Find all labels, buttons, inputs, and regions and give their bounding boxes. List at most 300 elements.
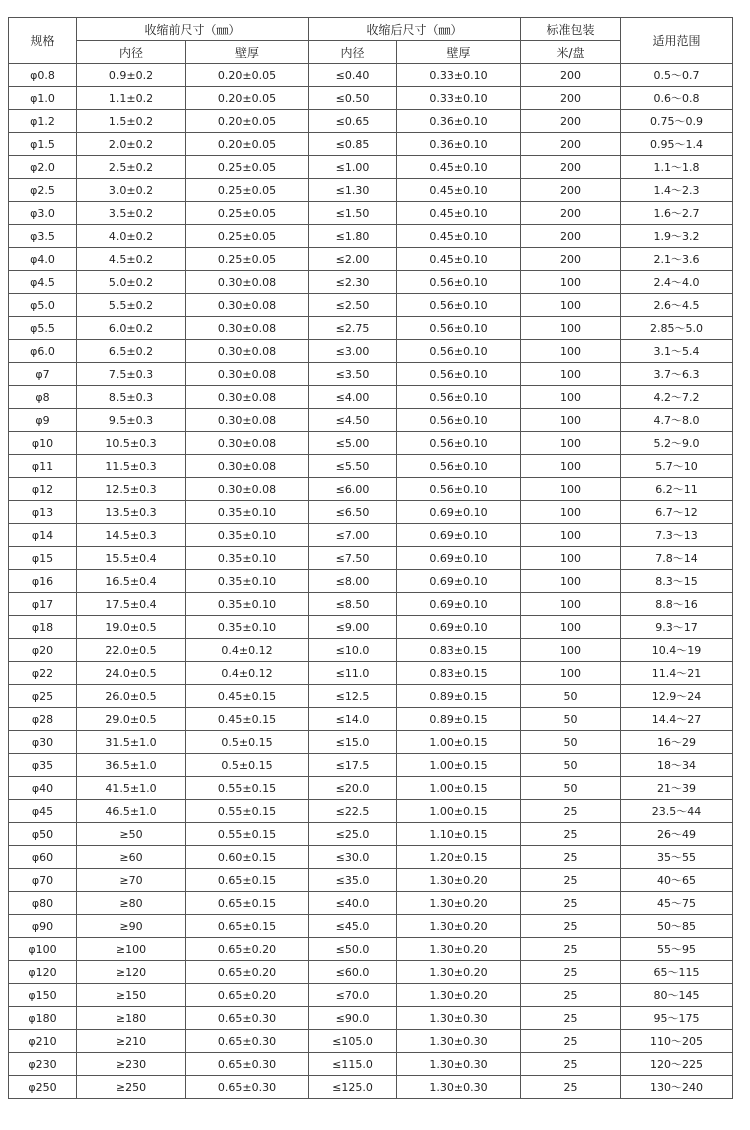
- table-row: [9, 340, 733, 363]
- table-row: [9, 179, 733, 202]
- before-inner-diameter-cell: ≥120: [77, 961, 186, 984]
- after-inner-diameter-cell: ≤17.5: [309, 754, 397, 777]
- before-wall-thickness-cell: 0.65±0.30: [186, 1030, 309, 1053]
- package-cell: 200: [521, 87, 621, 110]
- spec-cell: φ210: [9, 1030, 77, 1053]
- spec-cell: φ15: [9, 547, 77, 570]
- table-row: [9, 363, 733, 386]
- after-wall-thickness-cell: 0.45±0.10: [397, 202, 521, 225]
- spec-cell: φ60: [9, 846, 77, 869]
- spec-cell: φ18: [9, 616, 77, 639]
- range-cell: 2.6～4.5: [621, 294, 733, 317]
- spec-cell: φ30: [9, 731, 77, 754]
- after-inner-diameter-cell: ≤6.00: [309, 478, 397, 501]
- before-inner-diameter-cell: 41.5±1.0: [77, 777, 186, 800]
- after-inner-diameter-cell: ≤45.0: [309, 915, 397, 938]
- spec-cell: φ17: [9, 593, 77, 616]
- range-cell: 45～75: [621, 892, 733, 915]
- package-cell: 100: [521, 639, 621, 662]
- before-wall-thickness-cell: 0.5±0.15: [186, 731, 309, 754]
- before-wall-thickness-cell: 0.30±0.08: [186, 317, 309, 340]
- package-cell: 25: [521, 892, 621, 915]
- spec-cell: φ100: [9, 938, 77, 961]
- before-wall-thickness-cell: 0.65±0.15: [186, 869, 309, 892]
- table-row: [9, 317, 733, 340]
- after-wall-thickness-cell: 1.30±0.20: [397, 869, 521, 892]
- package-cell: 50: [521, 685, 621, 708]
- before-wall-thickness-cell: 0.35±0.10: [186, 593, 309, 616]
- after-wall-thickness-cell: 0.45±0.10: [397, 179, 521, 202]
- table-row: [9, 892, 733, 915]
- before-inner-diameter-cell: 4.5±0.2: [77, 248, 186, 271]
- spec-table-container: [8, 17, 732, 1099]
- package-cell: 50: [521, 708, 621, 731]
- table-row: [9, 455, 733, 478]
- after-inner-diameter-cell: ≤1.30: [309, 179, 397, 202]
- range-cell: 6.2～11: [621, 478, 733, 501]
- before-wall-thickness-cell: 0.30±0.08: [186, 478, 309, 501]
- before-wall-thickness-cell: 0.65±0.30: [186, 1076, 309, 1099]
- after-inner-diameter-cell: ≤2.30: [309, 271, 397, 294]
- after-inner-diameter-cell: ≤6.50: [309, 501, 397, 524]
- range-cell: 14.4～27: [621, 708, 733, 731]
- spec-cell: φ7: [9, 363, 77, 386]
- table-row: [9, 938, 733, 961]
- range-cell: 7.8～14: [621, 547, 733, 570]
- after-wall-thickness-cell: 1.00±0.15: [397, 800, 521, 823]
- after-inner-diameter-cell: ≤20.0: [309, 777, 397, 800]
- package-cell: 50: [521, 754, 621, 777]
- package-cell: 100: [521, 409, 621, 432]
- before-inner-diameter-cell: 11.5±0.3: [77, 455, 186, 478]
- spec-cell: φ5.5: [9, 317, 77, 340]
- range-cell: 21～39: [621, 777, 733, 800]
- before-inner-diameter-cell: 4.0±0.2: [77, 225, 186, 248]
- spec-cell: φ12: [9, 478, 77, 501]
- table-row: [9, 869, 733, 892]
- table-row: [9, 1007, 733, 1030]
- after-inner-diameter-cell: ≤30.0: [309, 846, 397, 869]
- range-cell: 1.1～1.8: [621, 156, 733, 179]
- spec-cell: φ10: [9, 432, 77, 455]
- table-row: [9, 478, 733, 501]
- after-wall-thickness-cell: 0.56±0.10: [397, 409, 521, 432]
- after-inner-diameter-cell: ≤7.50: [309, 547, 397, 570]
- after-inner-diameter-cell: ≤2.50: [309, 294, 397, 317]
- package-cell: 25: [521, 846, 621, 869]
- after-inner-diameter-cell: ≤90.0: [309, 1007, 397, 1030]
- table-row: [9, 639, 733, 662]
- table-row: [9, 593, 733, 616]
- package-cell: 100: [521, 524, 621, 547]
- before-inner-diameter-cell: ≥150: [77, 984, 186, 1007]
- heat-shrink-spec-table: [8, 17, 733, 1099]
- range-cell: 35～55: [621, 846, 733, 869]
- spec-cell: φ11: [9, 455, 77, 478]
- spec-cell: φ250: [9, 1076, 77, 1099]
- after-inner-diameter-cell: ≤22.5: [309, 800, 397, 823]
- after-inner-diameter-cell: ≤7.00: [309, 524, 397, 547]
- before-wall-thickness-cell: 0.35±0.10: [186, 524, 309, 547]
- package-cell: 200: [521, 64, 621, 87]
- range-cell: 1.6～2.7: [621, 202, 733, 225]
- before-wall-thickness-cell: 0.25±0.05: [186, 179, 309, 202]
- before-inner-diameter-cell: 31.5±1.0: [77, 731, 186, 754]
- header-after-inner-diameter: 内径: [309, 41, 397, 64]
- before-wall-thickness-cell: 0.25±0.05: [186, 225, 309, 248]
- after-inner-diameter-cell: ≤2.00: [309, 248, 397, 271]
- range-cell: 18～34: [621, 754, 733, 777]
- spec-cell: φ1.0: [9, 87, 77, 110]
- package-cell: 100: [521, 432, 621, 455]
- header-after-wall-thickness: 壁厚: [397, 41, 521, 64]
- spec-cell: φ120: [9, 961, 77, 984]
- package-cell: 25: [521, 1007, 621, 1030]
- spec-cell: φ20: [9, 639, 77, 662]
- package-cell: 100: [521, 317, 621, 340]
- before-wall-thickness-cell: 0.30±0.08: [186, 271, 309, 294]
- before-inner-diameter-cell: ≥50: [77, 823, 186, 846]
- table-row: [9, 570, 733, 593]
- spec-cell: φ4.0: [9, 248, 77, 271]
- table-row: [9, 777, 733, 800]
- after-inner-diameter-cell: ≤50.0: [309, 938, 397, 961]
- after-wall-thickness-cell: 0.56±0.10: [397, 271, 521, 294]
- range-cell: 9.3～17: [621, 616, 733, 639]
- spec-cell: φ35: [9, 754, 77, 777]
- table-row: [9, 731, 733, 754]
- header-before-shrink: 收缩前尺寸（㎜）: [77, 18, 309, 41]
- table-row: [9, 294, 733, 317]
- range-cell: 0.6～0.8: [621, 87, 733, 110]
- after-wall-thickness-cell: 1.00±0.15: [397, 731, 521, 754]
- table-row: [9, 156, 733, 179]
- after-inner-diameter-cell: ≤4.00: [309, 386, 397, 409]
- before-inner-diameter-cell: 5.0±0.2: [77, 271, 186, 294]
- package-cell: 25: [521, 915, 621, 938]
- before-inner-diameter-cell: 16.5±0.4: [77, 570, 186, 593]
- before-inner-diameter-cell: 46.5±1.0: [77, 800, 186, 823]
- after-wall-thickness-cell: 0.45±0.10: [397, 156, 521, 179]
- after-inner-diameter-cell: ≤5.00: [309, 432, 397, 455]
- spec-cell: φ5.0: [9, 294, 77, 317]
- after-wall-thickness-cell: 0.69±0.10: [397, 501, 521, 524]
- before-wall-thickness-cell: 0.35±0.10: [186, 501, 309, 524]
- before-wall-thickness-cell: 0.55±0.15: [186, 800, 309, 823]
- before-wall-thickness-cell: 0.60±0.15: [186, 846, 309, 869]
- before-wall-thickness-cell: 0.55±0.15: [186, 777, 309, 800]
- before-wall-thickness-cell: 0.65±0.15: [186, 892, 309, 915]
- table-row: [9, 915, 733, 938]
- after-wall-thickness-cell: 0.69±0.10: [397, 570, 521, 593]
- after-inner-diameter-cell: ≤0.40: [309, 64, 397, 87]
- before-wall-thickness-cell: 0.30±0.08: [186, 432, 309, 455]
- before-inner-diameter-cell: ≥60: [77, 846, 186, 869]
- table-row: [9, 409, 733, 432]
- before-wall-thickness-cell: 0.45±0.15: [186, 685, 309, 708]
- before-wall-thickness-cell: 0.65±0.30: [186, 1007, 309, 1030]
- after-wall-thickness-cell: 1.30±0.30: [397, 1030, 521, 1053]
- after-inner-diameter-cell: ≤4.50: [309, 409, 397, 432]
- spec-cell: φ25: [9, 685, 77, 708]
- after-inner-diameter-cell: ≤25.0: [309, 823, 397, 846]
- before-inner-diameter-cell: 8.5±0.3: [77, 386, 186, 409]
- after-wall-thickness-cell: 1.30±0.20: [397, 984, 521, 1007]
- after-inner-diameter-cell: ≤8.00: [309, 570, 397, 593]
- table-row: [9, 110, 733, 133]
- range-cell: 3.1～5.4: [621, 340, 733, 363]
- after-inner-diameter-cell: ≤5.50: [309, 455, 397, 478]
- after-inner-diameter-cell: ≤1.00: [309, 156, 397, 179]
- package-cell: 100: [521, 593, 621, 616]
- before-inner-diameter-cell: ≥230: [77, 1053, 186, 1076]
- range-cell: 26～49: [621, 823, 733, 846]
- after-wall-thickness-cell: 0.56±0.10: [397, 340, 521, 363]
- header-range: 适用范围: [621, 18, 733, 64]
- after-wall-thickness-cell: 0.45±0.10: [397, 248, 521, 271]
- after-wall-thickness-cell: 1.30±0.20: [397, 915, 521, 938]
- after-inner-diameter-cell: ≤0.65: [309, 110, 397, 133]
- spec-cell: φ4.5: [9, 271, 77, 294]
- after-wall-thickness-cell: 0.33±0.10: [397, 64, 521, 87]
- header-row-primary: [9, 18, 733, 41]
- after-wall-thickness-cell: 0.89±0.15: [397, 685, 521, 708]
- package-cell: 100: [521, 662, 621, 685]
- range-cell: 0.5～0.7: [621, 64, 733, 87]
- spec-cell: φ2.0: [9, 156, 77, 179]
- after-wall-thickness-cell: 1.20±0.15: [397, 846, 521, 869]
- after-wall-thickness-cell: 1.10±0.15: [397, 823, 521, 846]
- package-cell: 200: [521, 156, 621, 179]
- before-wall-thickness-cell: 0.65±0.20: [186, 984, 309, 1007]
- before-inner-diameter-cell: 1.1±0.2: [77, 87, 186, 110]
- before-inner-diameter-cell: 3.5±0.2: [77, 202, 186, 225]
- before-inner-diameter-cell: 9.5±0.3: [77, 409, 186, 432]
- after-wall-thickness-cell: 0.69±0.10: [397, 524, 521, 547]
- before-wall-thickness-cell: 0.65±0.15: [186, 915, 309, 938]
- table-row: [9, 846, 733, 869]
- before-inner-diameter-cell: 2.0±0.2: [77, 133, 186, 156]
- header-before-inner-diameter: 内径: [77, 41, 186, 64]
- package-cell: 50: [521, 731, 621, 754]
- package-cell: 200: [521, 110, 621, 133]
- range-cell: 7.3～13: [621, 524, 733, 547]
- spec-cell: φ28: [9, 708, 77, 731]
- spec-cell: φ40: [9, 777, 77, 800]
- spec-cell: φ70: [9, 869, 77, 892]
- before-inner-diameter-cell: ≥80: [77, 892, 186, 915]
- table-row: [9, 133, 733, 156]
- after-inner-diameter-cell: ≤0.85: [309, 133, 397, 156]
- after-inner-diameter-cell: ≤2.75: [309, 317, 397, 340]
- before-wall-thickness-cell: 0.30±0.08: [186, 386, 309, 409]
- range-cell: 6.7～12: [621, 501, 733, 524]
- after-wall-thickness-cell: 0.56±0.10: [397, 363, 521, 386]
- header-before-wall-thickness: 壁厚: [186, 41, 309, 64]
- package-cell: 100: [521, 340, 621, 363]
- header-package: 标准包装: [521, 18, 621, 41]
- table-row: [9, 202, 733, 225]
- before-wall-thickness-cell: 0.5±0.15: [186, 754, 309, 777]
- after-inner-diameter-cell: ≤8.50: [309, 593, 397, 616]
- before-inner-diameter-cell: 12.5±0.3: [77, 478, 186, 501]
- spec-cell: φ6.0: [9, 340, 77, 363]
- range-cell: 2.1～3.6: [621, 248, 733, 271]
- table-row: [9, 432, 733, 455]
- before-wall-thickness-cell: 0.4±0.12: [186, 639, 309, 662]
- range-cell: 130～240: [621, 1076, 733, 1099]
- table-row: [9, 524, 733, 547]
- after-wall-thickness-cell: 0.56±0.10: [397, 478, 521, 501]
- range-cell: 55～95: [621, 938, 733, 961]
- package-cell: 100: [521, 616, 621, 639]
- range-cell: 80～145: [621, 984, 733, 1007]
- after-wall-thickness-cell: 1.30±0.20: [397, 938, 521, 961]
- after-inner-diameter-cell: ≤3.50: [309, 363, 397, 386]
- package-cell: 25: [521, 1030, 621, 1053]
- before-wall-thickness-cell: 0.35±0.10: [186, 547, 309, 570]
- table-row: [9, 754, 733, 777]
- after-wall-thickness-cell: 1.00±0.15: [397, 754, 521, 777]
- before-wall-thickness-cell: 0.65±0.30: [186, 1053, 309, 1076]
- table-row: [9, 1076, 733, 1099]
- package-cell: 25: [521, 938, 621, 961]
- before-wall-thickness-cell: 0.30±0.08: [186, 340, 309, 363]
- before-wall-thickness-cell: 0.45±0.15: [186, 708, 309, 731]
- before-inner-diameter-cell: 15.5±0.4: [77, 547, 186, 570]
- after-inner-diameter-cell: ≤0.50: [309, 87, 397, 110]
- range-cell: 0.95～1.4: [621, 133, 733, 156]
- before-wall-thickness-cell: 0.35±0.10: [186, 616, 309, 639]
- spec-cell: φ150: [9, 984, 77, 1007]
- before-inner-diameter-cell: ≥90: [77, 915, 186, 938]
- package-cell: 25: [521, 800, 621, 823]
- after-wall-thickness-cell: 0.45±0.10: [397, 225, 521, 248]
- before-wall-thickness-cell: 0.20±0.05: [186, 133, 309, 156]
- after-wall-thickness-cell: 0.36±0.10: [397, 133, 521, 156]
- spec-cell: φ0.8: [9, 64, 77, 87]
- spec-cell: φ1.2: [9, 110, 77, 133]
- range-cell: 3.7～6.3: [621, 363, 733, 386]
- before-inner-diameter-cell: 6.5±0.2: [77, 340, 186, 363]
- before-inner-diameter-cell: 19.0±0.5: [77, 616, 186, 639]
- before-wall-thickness-cell: 0.20±0.05: [186, 64, 309, 87]
- package-cell: 100: [521, 386, 621, 409]
- after-wall-thickness-cell: 0.56±0.10: [397, 432, 521, 455]
- before-inner-diameter-cell: 22.0±0.5: [77, 639, 186, 662]
- spec-cell: φ45: [9, 800, 77, 823]
- package-cell: 100: [521, 570, 621, 593]
- package-cell: 50: [521, 777, 621, 800]
- range-cell: 50～85: [621, 915, 733, 938]
- after-inner-diameter-cell: ≤15.0: [309, 731, 397, 754]
- before-wall-thickness-cell: 0.65±0.20: [186, 961, 309, 984]
- after-wall-thickness-cell: 0.89±0.15: [397, 708, 521, 731]
- spec-cell: φ80: [9, 892, 77, 915]
- range-cell: 4.2～7.2: [621, 386, 733, 409]
- range-cell: 40～65: [621, 869, 733, 892]
- after-inner-diameter-cell: ≤60.0: [309, 961, 397, 984]
- table-row: [9, 271, 733, 294]
- spec-cell: φ1.5: [9, 133, 77, 156]
- before-inner-diameter-cell: 26.0±0.5: [77, 685, 186, 708]
- before-inner-diameter-cell: 36.5±1.0: [77, 754, 186, 777]
- before-wall-thickness-cell: 0.30±0.08: [186, 409, 309, 432]
- before-inner-diameter-cell: 10.5±0.3: [77, 432, 186, 455]
- table-row: [9, 1030, 733, 1053]
- package-cell: 25: [521, 1053, 621, 1076]
- before-wall-thickness-cell: 0.55±0.15: [186, 823, 309, 846]
- table-row: [9, 616, 733, 639]
- after-inner-diameter-cell: ≤115.0: [309, 1053, 397, 1076]
- before-inner-diameter-cell: 3.0±0.2: [77, 179, 186, 202]
- before-inner-diameter-cell: 2.5±0.2: [77, 156, 186, 179]
- before-inner-diameter-cell: ≥100: [77, 938, 186, 961]
- before-wall-thickness-cell: 0.25±0.05: [186, 156, 309, 179]
- spec-cell: φ2.5: [9, 179, 77, 202]
- package-cell: 25: [521, 869, 621, 892]
- table-row: [9, 87, 733, 110]
- before-inner-diameter-cell: 14.5±0.3: [77, 524, 186, 547]
- after-wall-thickness-cell: 1.30±0.30: [397, 1053, 521, 1076]
- after-inner-diameter-cell: ≤3.00: [309, 340, 397, 363]
- after-wall-thickness-cell: 1.30±0.30: [397, 1076, 521, 1099]
- range-cell: 11.4～21: [621, 662, 733, 685]
- range-cell: 10.4～19: [621, 639, 733, 662]
- package-cell: 200: [521, 225, 621, 248]
- spec-cell: φ90: [9, 915, 77, 938]
- after-inner-diameter-cell: ≤105.0: [309, 1030, 397, 1053]
- package-cell: 200: [521, 248, 621, 271]
- table-row: [9, 386, 733, 409]
- package-cell: 25: [521, 984, 621, 1007]
- before-inner-diameter-cell: 29.0±0.5: [77, 708, 186, 731]
- before-wall-thickness-cell: 0.35±0.10: [186, 570, 309, 593]
- table-row: [9, 984, 733, 1007]
- package-cell: 100: [521, 547, 621, 570]
- range-cell: 4.7～8.0: [621, 409, 733, 432]
- before-wall-thickness-cell: 0.30±0.08: [186, 455, 309, 478]
- spec-cell: φ230: [9, 1053, 77, 1076]
- after-inner-diameter-cell: ≤125.0: [309, 1076, 397, 1099]
- after-wall-thickness-cell: 0.69±0.10: [397, 593, 521, 616]
- range-cell: 5.7～10: [621, 455, 733, 478]
- after-wall-thickness-cell: 0.56±0.10: [397, 294, 521, 317]
- package-cell: 100: [521, 501, 621, 524]
- after-inner-diameter-cell: ≤9.00: [309, 616, 397, 639]
- after-inner-diameter-cell: ≤11.0: [309, 662, 397, 685]
- range-cell: 2.85～5.0: [621, 317, 733, 340]
- table-row: [9, 1053, 733, 1076]
- table-row: [9, 248, 733, 271]
- before-inner-diameter-cell: ≥180: [77, 1007, 186, 1030]
- table-row: [9, 685, 733, 708]
- table-row: [9, 800, 733, 823]
- package-cell: 25: [521, 1076, 621, 1099]
- before-inner-diameter-cell: ≥210: [77, 1030, 186, 1053]
- range-cell: 2.4～4.0: [621, 271, 733, 294]
- package-cell: 200: [521, 179, 621, 202]
- range-cell: 8.8～16: [621, 593, 733, 616]
- package-cell: 100: [521, 363, 621, 386]
- after-wall-thickness-cell: 1.30±0.20: [397, 892, 521, 915]
- after-wall-thickness-cell: 1.00±0.15: [397, 777, 521, 800]
- after-wall-thickness-cell: 0.83±0.15: [397, 639, 521, 662]
- after-wall-thickness-cell: 0.56±0.10: [397, 455, 521, 478]
- spec-cell: φ16: [9, 570, 77, 593]
- after-wall-thickness-cell: 0.33±0.10: [397, 87, 521, 110]
- range-cell: 12.9～24: [621, 685, 733, 708]
